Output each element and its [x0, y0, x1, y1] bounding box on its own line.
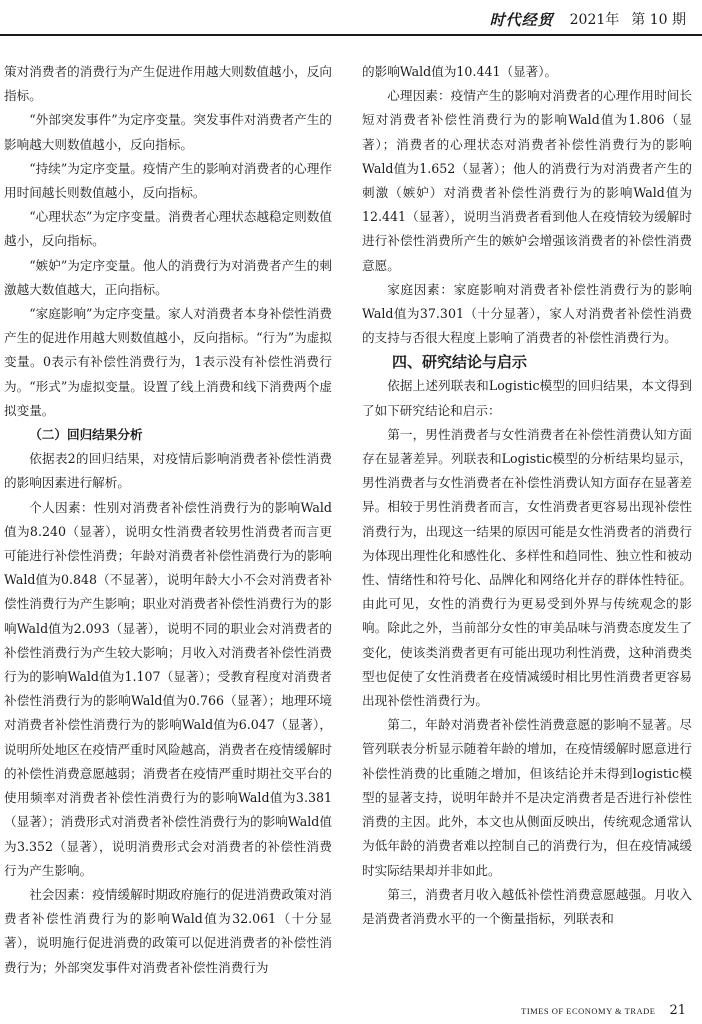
issue-number: 第 10 期	[631, 12, 686, 28]
paragraph: 第一，男性消费者与女性消费者在补偿性消费认知方面存在显著差异。列联表和Logistic模型的分析结果均显示，男性消费者与女性消费者在补偿性消费认知方面存在显著差异。相较于男性消费者而言，女性消费者更容易出现补偿性消费行为，出现这一结果的原因可能是女性消费者的消费行为体现出理性化和感性化、多样性和趋同性、独立性和被动性、情绪性和符号化、品牌化和网络化并存的群体性特征。由此可见，女性的消费行为更易受到外界与传统观念的影响。除此之外，当前部分女性的审美品味与消费态度发生了变化，使该类消费者更有可能出现功利性消费，这种消费类型也促使了女性消费者在疫情减缓时相比男性消费者更容易出现补偿性消费行为。	[362, 426, 692, 709]
paragraph: 社会因素：疫情缓解时期政府施行的促进消费政策对消费者补偿性消费行为的影响Wald值为32.061（十分显著），说明施行促进消费的政策可以促进消费者的补偿性消费行为；外部突发事件对消费者补偿性消费行为	[4, 886, 332, 975]
paragraph: 家庭因素：家庭影响对消费者补偿性消费行为的影响Wald值为37.301（十分显著），家人对消费者补偿性消费的支持与否很大程度上影响了消费者的补偿性消费行为。	[362, 281, 692, 346]
paragraph: 第三，消费者月收入越低补偿性消费意愿越强。月收入是消费者消费水平的一个衡量指标，列联表和	[362, 886, 692, 926]
paragraph: 策对消费者的消费行为产生促进作用越大则数值越小，反向指标。	[4, 64, 332, 104]
paragraph: “持续”为定序变量。疫情产生的影响对消费者的心理作用时间越长则数值越小，反向指标。	[4, 160, 332, 201]
running-header	[0, 6, 686, 32]
journal-english-title: TIMES OF ECONOMY & TRADE	[521, 1005, 656, 1016]
page-number: 21	[669, 1003, 686, 1018]
paragraph: 依据表2的回归结果，对疫情后影响消费者补偿性消费的影响因素进行解析。	[4, 451, 332, 491]
paragraph: “外部突发事件”为定序变量。突发事件对消费者产生的影响越大则数值越小，反向指标。	[4, 112, 332, 152]
left-column	[4, 60, 332, 980]
right-column	[362, 60, 692, 931]
paragraph: 的影响Wald值为10.441（显著）。	[362, 64, 558, 79]
issue-year: 2021年	[569, 12, 620, 28]
paragraph: 第二，年龄对消费者补偿性消费意愿的影响不显著。尽管列联表分析显示随着年龄的增加，在疫情缓解时愿意进行补偿性消费的比重随之增加，但该结论并未得到logistic模型的显著支持，说明年龄并不是决定消费者是否进行补偿性消费的主因。此外，本文也从侧面反映出，传统观念通常认为低年龄的消费者难以控制自己的消费行为，但在疫情减缓时实际结果却并非如此。	[362, 717, 692, 878]
running-footer	[521, 1003, 686, 1018]
section-heading: 四、研究结论与启示	[392, 353, 528, 372]
subsection-heading: （二）回归结果分析	[29, 427, 143, 443]
paragraph: “嫉妒”为定序变量。他人的消费行为对消费者产生的刺激越大数值越大，正向指标。	[4, 257, 332, 297]
paragraph: 依据上述列联表和Logistic模型的回归结果，本文得到了如下研究结论和启示：	[362, 378, 692, 418]
paragraph: 个人因素：性别对消费者补偿性消费行为的影响Wald值为8.240（显著），说明女性消费者较男性消费者而言更可能进行补偿性消费；年龄对消费者补偿性消费行为的影响Wald值为0.848（不显著），说明年龄大小不会对消费者补偿性消费行为产生影响；职业对消费者补偿性消费行为的影响Wald值为2.093（显著），说明不同的职业会对消费者的补偿性消费行为产生较大影响；月收入对消费者补偿性消费行为的影响Wald值为1.107（显著）；受教育程度对消费者补偿性消费行为的影响Wald值为0.766（显著）；地理环境对消费者补偿性消费行为的影响Wald值为6.047（显著），说明所处地区在疫情严重时风险越高，消费者在疫情缓解时的补偿性消费意愿越弱；消费者在疫情严重时期社交平台的使用频率对消费者补偿性消费行为的影响Wald值为3.381（显著）；消费形式对消费者补偿性消费行为的影响Wald值为3.352（显著），说明消费形式会对消费者的补偿性消费行为产生影响。	[4, 499, 332, 878]
header-divider	[0, 34, 702, 36]
paragraph: “家庭影响”为定序变量。家人对消费者本身补偿性消费产生的促进作用越大则数值越小，反向指标。“行为”为虚拟变量。0表示有补偿性消费行为，1表示没有补偿性消费行为。“形式”为虚拟变量。设置了线上消费和线下消费两个虚拟变量。	[4, 306, 332, 418]
paragraph: “心理状态”为定序变量。消费者心理状态越稳定则数值越小，反向指标。	[4, 209, 332, 249]
paragraph: 心理因素：疫情产生的影响对消费者的心理作用时间长短对消费者补偿性消费行为的影响Wald值为1.806（显著）；消费者的心理状态对消费者补偿性消费行为的影响Wald值为1.652（显著）；他人的消费行为对消费者产生的刺激（嫉妒）对消费者补偿性消费行为的影响Wald值为12.441（显著），说明当消费者看到他人在疫情较为缓解时进行补偿性消费所产生的嫉妒会增强该消费者的补偿性消费意愿。	[362, 88, 692, 273]
journal-title: 时代经贸	[489, 10, 554, 29]
